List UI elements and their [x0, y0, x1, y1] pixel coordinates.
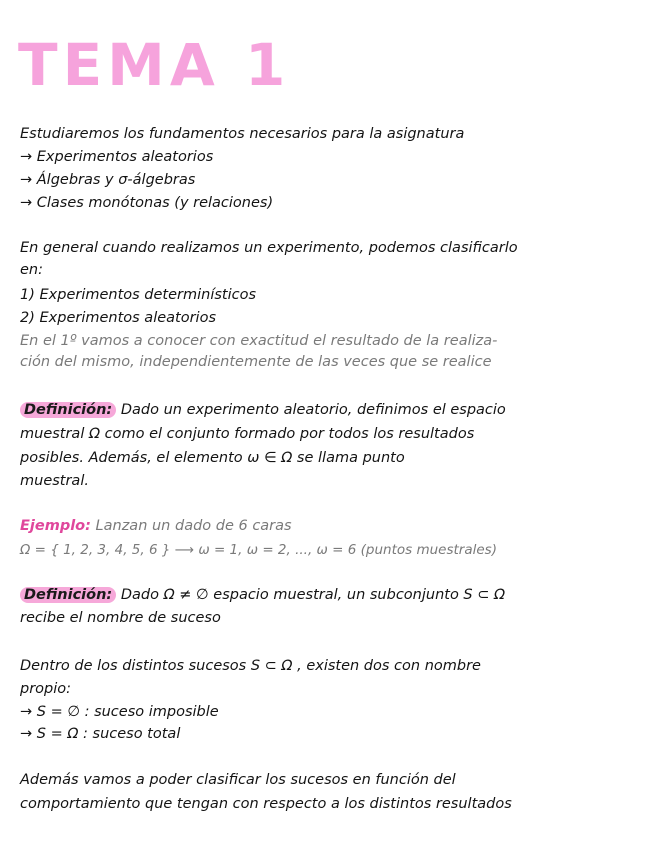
classification-note: ción del mismo, independientemente de las veces que se realice: [20, 354, 492, 370]
events-text: Dentro de los distintos sucesos S ⊂ Ω , existen dos con nombre: [20, 658, 481, 674]
example-text: Lanzan un dado de 6 caras: [90, 518, 292, 534]
definition-text: recibe el nombre de suceso: [20, 610, 221, 626]
classification-note: En el 1º vamos a conocer con exactitud el resultado de la realiza-: [20, 333, 498, 349]
definition-label: Definición:: [20, 587, 116, 603]
events-item: → S = ∅ : suceso imposible: [20, 704, 219, 720]
intro-bullet: → Clases monótonas (y relaciones): [20, 195, 274, 211]
closing-text: comportamiento que tengan con respecto a los distintos resultados: [20, 796, 512, 812]
classification-item: 2) Experimentos aleatorios: [20, 310, 216, 326]
intro-bullet: → Álgebras y σ-álgebras: [20, 172, 196, 188]
events-text: propio:: [20, 681, 72, 697]
definition-text: posibles. Además, el elemento ω ∈ Ω se llama punto: [20, 450, 405, 466]
classification-item: 1) Experimentos determinísticos: [20, 287, 257, 303]
example-line: [20, 516, 292, 536]
example-label: Ejemplo:: [20, 518, 91, 534]
definition-text: muestral Ω como el conjunto formado por todos los resultados: [20, 426, 475, 442]
intro-bullet: → Experimentos aleatorios: [20, 149, 214, 165]
example-text: Ω = { 1, 2, 3, 4, 5, 6 } ⟶ ω = 1, ω = 2, ..., ω = 6 (puntos muestrales): [20, 542, 497, 558]
closing-text: Además vamos a poder clasificar los sucesos en función del: [20, 772, 456, 788]
definition-text: Dado un experimento aleatorio, definimos el espacio: [116, 402, 506, 418]
definition-label: Definición:: [20, 402, 116, 418]
definition-text: muestral.: [20, 473, 89, 489]
definition-line: [20, 585, 505, 605]
definition-line: [20, 400, 506, 420]
intro-text: Estudiaremos los fundamentos necesarios para la asignatura: [20, 126, 465, 142]
events-item: → S = Ω : suceso total: [20, 726, 181, 742]
definition-text: Dado Ω ≠ ∅ espacio muestral, un subconjunto S ⊂ Ω: [116, 587, 506, 603]
classification-text: en:: [20, 262, 43, 278]
classification-text: En general cuando realizamos un experimento, podemos clasificarlo: [20, 240, 518, 256]
page-title: TEMA 1: [18, 31, 291, 99]
